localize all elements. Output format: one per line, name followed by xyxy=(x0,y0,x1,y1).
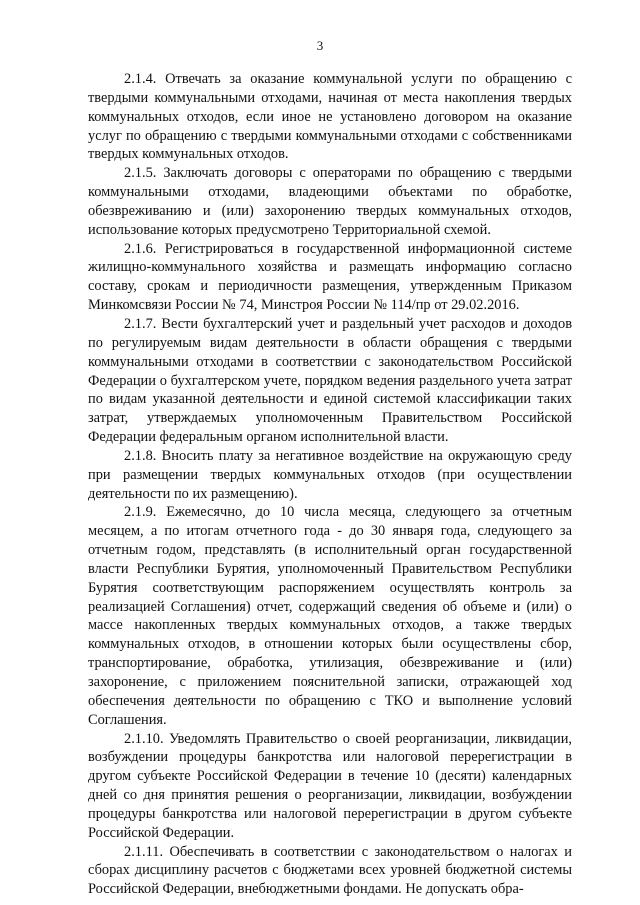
document-body xyxy=(88,70,572,899)
paragraph-2-1-5: 2.1.5. Заключать договоры с операторами по обращению с твердыми коммунальными отходами, владеющими объектами по обработке, обезвреживанию и (или) захоронению твердых коммунальных отходов, использование которых предусмотрено Территориальной схемой. xyxy=(88,165,572,238)
paragraph-2-1-6: 2.1.6. Регистрироваться в государственной информационной системе жилищно-коммунального хозяйства и размещать информацию согласно составу, срокам и периодичности размещения, утвержденным Приказом Минкомсвязи России № 74, Минстроя России № 114/пр от 29.02.2016. xyxy=(88,240,572,314)
paragraph-2-1-4: 2.1.4. Отвечать за оказание коммунальной услуги по обращению с твердыми коммунальными отходами, начиная от места накопления твердых коммунальных отходов, если иное не установлено договором на оказание услуг по обращению с твердыми коммунальными отходами с собственниками твердых коммунальных отходов. xyxy=(88,71,572,163)
paragraph-2-1-7: 2.1.7. Вести бухгалтерский учет и раздельный учет расходов и доходов по регулируемым видам деятельности в области обращения с твердыми коммунальными отходами в соответствии с законодательством Российской Федерации о бухгалтерском учете, порядком ведения раздельного учета затрат по видам указанной деятельности и единой системой классификации таких затрат, утверждаемых уполномоченным Правительством Российской Федерации федеральным органом исполнительной власти. xyxy=(88,315,572,446)
paragraph-2-1-9: 2.1.9. Ежемесячно, до 10 числа месяца, следующего за отчетным месяцем, а по итогам отчетного года - до 30 января года, следующего за отчетным годом, представлять (в исполнительный орган государственной власти Республики Бурятия, уполномоченный Правительством Республики Бурятия соответствующим распоряжением осуществлять контроль за реализацией Соглашения) отчет, содержащий сведения об объеме и (или) о массе накопленных твердых коммунальных отходов, а также твердых коммунальных отходов, в отношении которых были осуществлены сбор, транспортирование, обработка, утилизация, обезвреживание и (или) захоронение, с приложением пояснительной записки, отражающей ход обеспечения деятельности по обращению с ТКО и выполнение условий Соглашения. xyxy=(88,504,572,728)
page-number: 3 xyxy=(316,38,324,53)
paragraph-2-1-10: 2.1.10. Уведомлять Правительство о своей реорганизации, ликвидации, возбуждении процедуры банкротства или налоговой перерегистрации в другом субъекте Российской Федерации в течение 10 (десяти) календарных дней со дня принятия решения о реорганизации, ликвидации, возбуждении процедуры банкротства или налоговой перерегистрации в другом субъекте Российской Федерации. xyxy=(88,730,572,841)
paragraph-2-1-11: 2.1.11. Обеспечивать в соответствии с законодательством о налогах и сборах дисциплину расчетов с бюджетами всех уровней бюджетной системы Российской Федерации, внебюджетными фондами. Не допускать обра- xyxy=(88,843,572,898)
paragraph-2-1-8: 2.1.8. Вносить плату за негативное воздействие на окружающую среду при размещении твердых коммунальных отходов (при осуществлении деятельности по их размещению). xyxy=(88,447,572,502)
